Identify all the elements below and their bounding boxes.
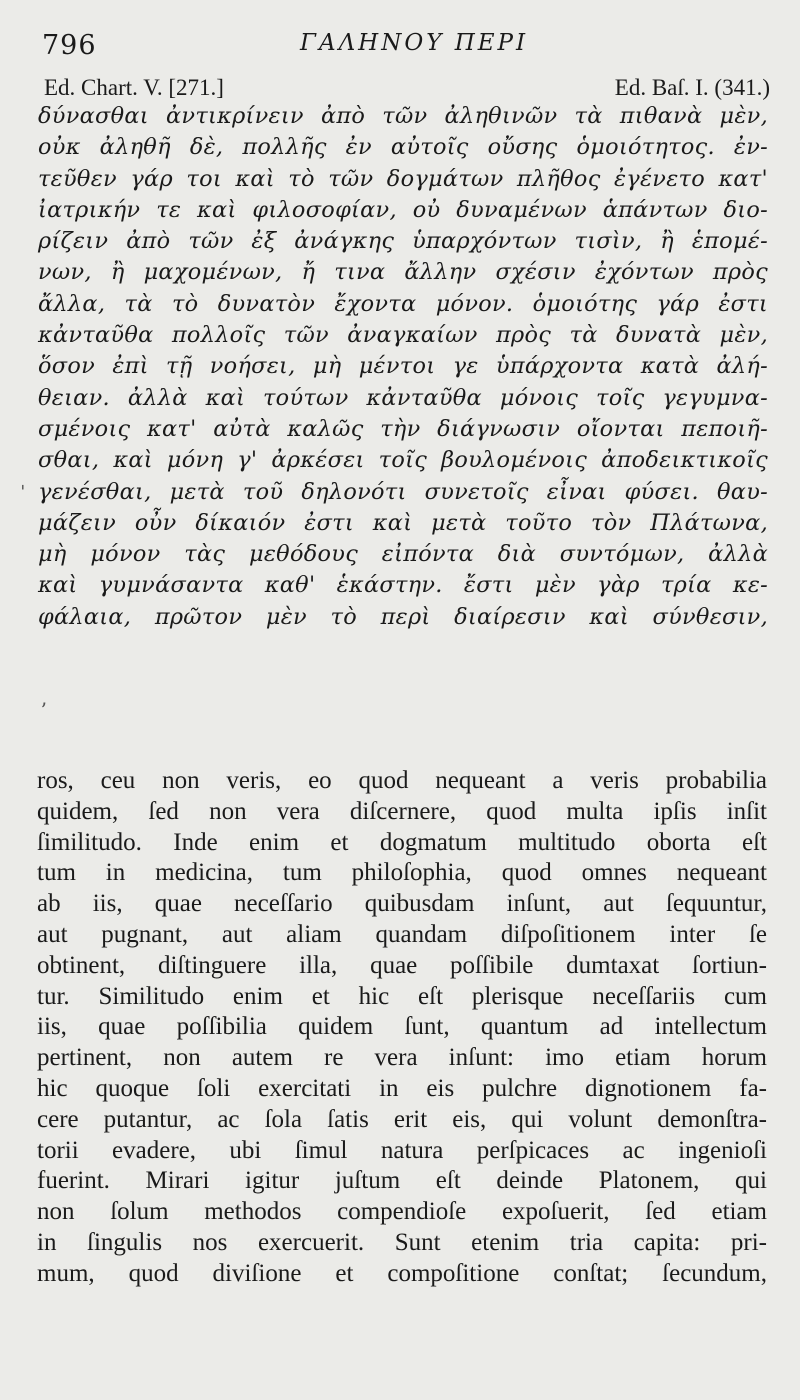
running-head: ΓΑΛΗΝΟΥ ΠΕΡΙ — [300, 30, 529, 56]
greek-text-block — [38, 101, 768, 633]
latin-text-line: torii evadere, ubi ſimul natura perſpicaces ac ingenioſi — [37, 1136, 767, 1164]
greek-text-line: σθαι, καὶ μόνη γ' ἀρκέσει τοῖς βουλομένοις ἀποδεικτικοῖς — [38, 447, 768, 474]
latin-text-block — [37, 766, 767, 1290]
latin-text-line: ros, ceu non veris, eo quod nequeant a veris probabilia — [37, 767, 767, 794]
edition-reference-left: Ed. Chart. V. [271.] — [44, 75, 224, 100]
greek-text-line: οὐκ ἀληθῆ δὲ, πολλῆς ἐν αὐτοῖς οὔσης ὁμοιότητος. ἐν- — [38, 134, 768, 161]
latin-text-line: hic quoque ſoli exercitati in eis pulchre dignotionem fa- — [37, 1074, 767, 1102]
greek-text-line: μάζειν οὖν δίκαιόν ἐστι καὶ μετὰ τοῦτο τὸν Πλάτωνα, — [38, 509, 768, 536]
latin-text-line: ſimilitudo. Inde enim et dogmatum multitudo oborta eſt — [37, 828, 767, 856]
greek-text-line: δύνασθαι ἀντικρίνειν ἀπὸ τῶν ἀληθινῶν τὰ πιθανὰ μὲν, — [38, 103, 768, 129]
latin-text-line: non ſolum methodos compendioſe expoſuerit, ſed etiam — [37, 1198, 767, 1226]
greek-text-line: ρίζειν ἀπὸ τῶν ἐξ ἀνάγκης ὑπαρχόντων τισὶν, ἢ ἑπομέ- — [38, 228, 768, 255]
latin-text-line: tum in medicina, tum philoſophia, quod omnes nequeant — [37, 859, 767, 887]
greek-text-line: ἰατρικήν τε καὶ φιλοσοφίαν, οὐ δυναμένων ἁπάντων διο- — [38, 196, 768, 223]
greek-text-line: τεῦθεν γάρ τοι καὶ τὸ τῶν δογμάτων πλῆθος ἐγένετο κατ' — [38, 165, 768, 192]
latin-text-line: cere putantur, ac ſola ſatis erit eis, qui volunt demonſtra- — [37, 1105, 767, 1133]
latin-text-line: aut pugnant, aut aliam quandam diſpoſitionem inter ſe — [37, 920, 767, 948]
greek-text-line: καὶ γυμνάσαντα καθ' ἑκάστην. ἔστι μὲν γὰρ τρία κε- — [38, 572, 768, 599]
greek-text-line: ὅσον ἐπὶ τῇ νοήσει, μὴ μέντοι γε ὑπάρχοντα κατὰ ἀλή- — [38, 353, 768, 380]
greek-text-line: σμένοις κατ' αὐτὰ καλῶς τὴν διάγνωσιν οἴονται πεποιῆ- — [38, 415, 768, 442]
greek-text-line: θειαν. ἀλλὰ καὶ τούτων κἀνταῦθα μόνοις τοῖς γεγυμνα- — [38, 384, 768, 411]
greek-text-line: νων, ἢ μαχομένων, ἤ τινα ἄλλην σχέσιν ἐχόντων πρὸς — [38, 259, 768, 286]
latin-text-line: mum, quod diviſione et compoſitione conſtat; ſecundum, — [37, 1259, 767, 1287]
latin-text-line: fuerint. Mirari igitur juſtum eſt deinde Platonem, qui — [37, 1167, 767, 1195]
latin-text-line: ab iis, quae neceſſario quibusdam inſunt, aut ſequuntur, — [37, 890, 767, 918]
latin-text-line: quidem, ſed non vera diſcernere, quod multa ipſis inſit — [37, 797, 767, 825]
latin-text-line: tur. Similitudo enim et hic eſt plerisque neceſſariis cum — [37, 982, 767, 1010]
print-mark: ʼ — [40, 698, 47, 722]
greek-text-line: κἀνταῦθα πολλοῖς τῶν ἀναγκαίων πρὸς τὰ δυνατὰ μὲν, — [38, 322, 768, 349]
greek-text-line: φάλαια, πρῶτον μὲν τὸ περὶ διαίρεσιν καὶ σύνθεσιν, — [38, 603, 768, 630]
latin-text-line: obtinent, diſtinguere illa, quae poſſibile dumtaxat ſortiun- — [37, 951, 767, 979]
greek-text-line: γενέσθαι, μετὰ τοῦ δηλονότι συνετοῖς εἶναι φύσει. θαυ- — [38, 478, 768, 505]
edition-reference-right: Ed. Baſ. I. (341.) — [614, 75, 770, 100]
latin-text-line: iis, quae poſſibilia quidem ſunt, quantum ad intellectum — [37, 1013, 767, 1041]
greek-text-line: ἄλλα, τὰ τὸ δυνατὸν ἔχοντα μόνον. ὁμοιότης γάρ ἐστι — [38, 290, 768, 317]
latin-text-line: pertinent, non autem re vera inſunt: imo etiam horum — [37, 1044, 767, 1072]
page-number: 796 — [42, 30, 97, 61]
greek-text-line: μὴ μόνον τὰς μεθόδους εἰπόντα διὰ συντόμων, ἀλλὰ — [38, 541, 768, 568]
print-mark: ˌ — [20, 468, 26, 492]
latin-text-line: in ſingulis nos exercuerit. Sunt etenim tria capita: pri- — [37, 1228, 767, 1256]
